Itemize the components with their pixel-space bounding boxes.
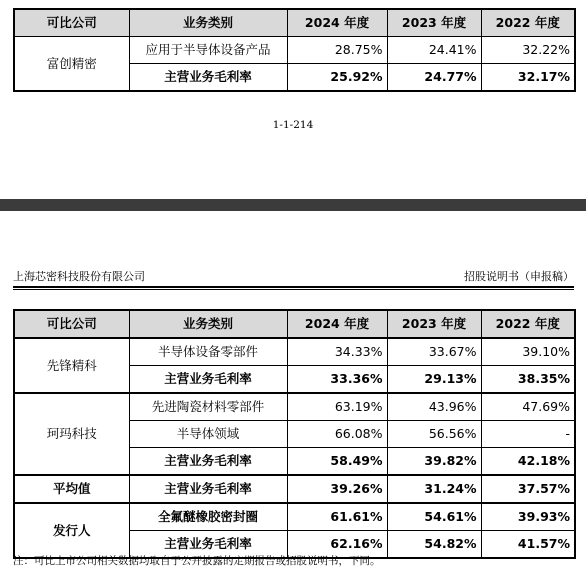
value-2022: 39.93% — [481, 503, 575, 531]
value-2022: 32.22% — [481, 37, 575, 64]
category-cell: 主营业务毛利率 — [129, 366, 287, 394]
value-2023: 24.77% — [387, 64, 481, 92]
value-2022: 38.35% — [481, 366, 575, 394]
document-header — [13, 268, 574, 284]
category-cell: 主营业务毛利率 — [129, 531, 287, 559]
category-cell: 主营业务毛利率 — [129, 64, 287, 92]
header-2024: 2024 年度 — [287, 310, 387, 338]
category-cell: 主营业务毛利率 — [129, 475, 287, 503]
company-cell: 平均值 — [14, 475, 129, 503]
document-type: 招股说明书（申报稿） — [464, 270, 574, 283]
header-company: 可比公司 — [14, 9, 129, 37]
value-2022: 42.18% — [481, 448, 575, 476]
header-2023: 2023 年度 — [387, 310, 481, 338]
header-rule-thin — [13, 289, 574, 290]
company-cell: 先锋精科 — [14, 338, 129, 393]
footnote: 注：可比上市公司相关数据均取自于公开披露的定期报告或招股说明书，下同。 — [13, 555, 381, 567]
category-cell: 应用于半导体设备产品 — [129, 37, 287, 64]
value-2024: 58.49% — [287, 448, 387, 476]
header-2022: 2022 年度 — [481, 9, 575, 37]
value-2022: 32.17% — [481, 64, 575, 92]
value-2023: 33.67% — [387, 338, 481, 366]
category-cell: 半导体设备零部件 — [129, 338, 287, 366]
value-2023: 43.96% — [387, 393, 481, 421]
value-2023: 39.82% — [387, 448, 481, 476]
company-cell: 珂玛科技 — [14, 393, 129, 475]
value-2024: 66.08% — [287, 421, 387, 448]
table-row — [14, 475, 575, 503]
value-2024: 33.36% — [287, 366, 387, 394]
category-cell: 半导体领域 — [129, 421, 287, 448]
table-row — [14, 393, 575, 421]
table-header-row — [14, 310, 575, 338]
value-2024: 28.75% — [287, 37, 387, 64]
header-2024: 2024 年度 — [287, 9, 387, 37]
value-2023: 24.41% — [387, 37, 481, 64]
value-2023: 56.56% — [387, 421, 481, 448]
value-2022: 39.10% — [481, 338, 575, 366]
comparable-margin-table-top — [13, 8, 576, 92]
company-cell: 发行人 — [14, 503, 129, 558]
value-2024: 39.26% — [287, 475, 387, 503]
category-cell: 先进陶瓷材料零部件 — [129, 393, 287, 421]
header-category: 业务类别 — [129, 310, 287, 338]
value-2024: 25.92% — [287, 64, 387, 92]
value-2024: 62.16% — [287, 531, 387, 559]
header-2022: 2022 年度 — [481, 310, 575, 338]
value-2022: 41.57% — [481, 531, 575, 559]
value-2022: 47.69% — [481, 393, 575, 421]
table-row — [14, 37, 575, 64]
table-header-row — [14, 9, 575, 37]
company-cell: 富创精密 — [14, 37, 129, 92]
value-2022: 37.57% — [481, 475, 575, 503]
comparable-margin-table — [13, 309, 576, 559]
value-2024: 34.33% — [287, 338, 387, 366]
value-2023: 29.13% — [387, 366, 481, 394]
table-row — [14, 503, 575, 531]
value-2023: 54.82% — [387, 531, 481, 559]
page-break-band — [0, 199, 586, 211]
value-2024: 61.61% — [287, 503, 387, 531]
value-2024: 63.19% — [287, 393, 387, 421]
category-cell: 全氟醚橡胶密封圈 — [129, 503, 287, 531]
page-number: 1-1-214 — [272, 119, 314, 131]
header-company: 可比公司 — [14, 310, 129, 338]
table-row — [14, 338, 575, 366]
category-cell: 主营业务毛利率 — [129, 448, 287, 476]
header-category: 业务类别 — [129, 9, 287, 37]
company-name: 上海芯密科技股份有限公司 — [13, 270, 145, 283]
header-2023: 2023 年度 — [387, 9, 481, 37]
value-2023: 54.61% — [387, 503, 481, 531]
header-rule — [13, 286, 574, 288]
value-2023: 31.24% — [387, 475, 481, 503]
value-2022: - — [481, 421, 575, 448]
